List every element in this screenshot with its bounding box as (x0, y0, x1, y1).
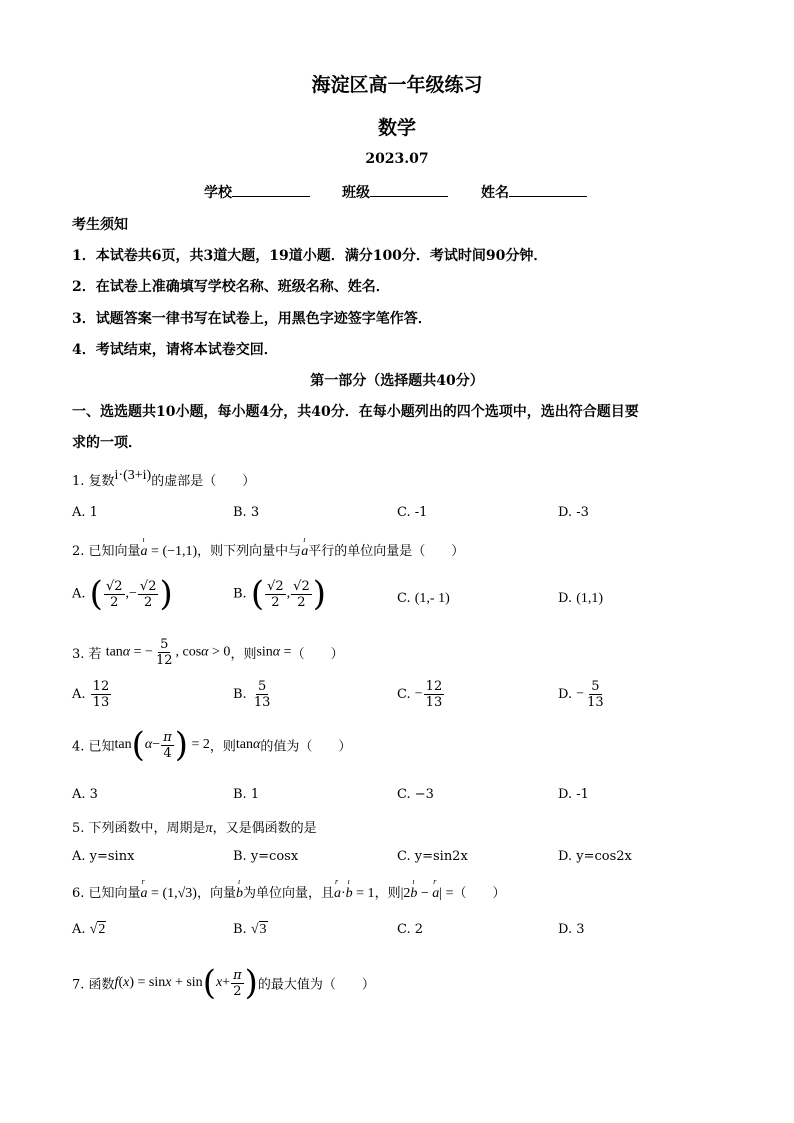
class-field[interactable] (342, 182, 448, 202)
class-blank (370, 182, 448, 197)
name-field[interactable] (481, 182, 587, 202)
q2-option-b[interactable]: B. ( $\frac{√2}{2}$ , $\frac{√2}{2}$ ) (233, 574, 326, 614)
q6-option-c[interactable]: C. 2 (397, 922, 424, 937)
notice-item-2: 2．在试卷上准确填写学校名称、班级名称、姓名． (72, 279, 390, 295)
q6-option-a[interactable]: A. √2 (72, 922, 106, 937)
q3-option-d[interactable]: D. − $\frac{5}{13}$ (558, 679, 604, 710)
notice-item-4: 4．考试结束，请将本试卷交回． (72, 342, 278, 358)
question-6: 6. 已知向量r a = (1,√3)，向量ı b为单位向量，且r a·ı b = 1，则|2ı b − r a| =（ ） (72, 882, 506, 902)
class-label: 班级 (342, 185, 370, 201)
q6-option-b[interactable]: B. √3 (233, 922, 267, 937)
school-blank (232, 182, 310, 197)
q1-option-d[interactable]: D. -3 (558, 505, 589, 520)
notice-item-1: 1．本试卷共6页，共3道大题，19道小题．满分100分．考试时间90分钟． (72, 248, 548, 264)
q5-option-b[interactable]: B. y=cosx (233, 849, 299, 864)
q4-option-d[interactable]: D. -1 (558, 787, 589, 802)
subject-title: 数学 (377, 117, 416, 139)
q2-option-a[interactable]: A. ( $\frac{√2}{2}$ ,− $\frac{√2}{2}$ ) (72, 574, 173, 614)
part1-instruction-2: 求的一项． (72, 435, 142, 451)
exam-date: 2023.07 (365, 151, 429, 167)
q3-option-c[interactable]: C. − $\frac{12}{13}$ (397, 679, 443, 710)
q1-option-a[interactable]: A. 1 (72, 505, 98, 520)
q4-option-a[interactable]: A. 3 (72, 787, 98, 802)
q3-option-a[interactable]: A. $\frac{12}{13}$ (72, 679, 110, 710)
q2-option-c[interactable]: C. (1,- 1) (397, 591, 450, 606)
notice-heading: 考生须知 (72, 217, 128, 233)
question-5: 5. 下列函数中，周期是π，又是偶函数的是 (72, 821, 317, 836)
question-2: 2. 已知向量ı a = (−1,1)，则下列向量中与ı a平行的单位向量是（ ） (72, 540, 464, 560)
part1-instruction-1: 一、选选题共10小题，每小题4分，共40分．在每小题列出的四个选项中，选出符合题目要 (72, 404, 639, 420)
q6-option-d[interactable]: D. 3 (558, 922, 585, 937)
q5-option-d[interactable]: D. y=cos2x (558, 849, 632, 864)
q4-option-b[interactable]: B. 1 (233, 787, 260, 802)
q2-option-d[interactable]: D. (1,1) (558, 591, 604, 606)
school-field[interactable] (204, 182, 310, 202)
exam-title: 海淀区高一年级练习 (311, 74, 483, 96)
question-4: 4. 已知tan(α− $\frac{\pi}{4}$ ) = 2，则tanα的值为（ ） (72, 725, 352, 765)
school-label: 学校 (204, 185, 232, 201)
notice-item-3: 3．试题答案一律书写在试卷上，用黑色字迹签字笔作答． (72, 311, 432, 327)
question-7: 7. 函数f(x) = sinx + sin(x+ $\frac{\pi}{2}$ )的最大值为（ ） (72, 963, 375, 1003)
question-1: 1. 复数i·(3+i)的虚部是（ ） (72, 468, 256, 489)
q1-option-c[interactable]: C. -1 (397, 505, 428, 520)
q1-option-b[interactable]: B. 3 (233, 505, 260, 520)
q3-option-b[interactable]: B. $\frac{5}{13}$ (233, 679, 271, 710)
part1-heading: 第一部分（选择题共40分） (310, 373, 484, 389)
q5-option-a[interactable]: A. y=sinx (72, 849, 135, 864)
name-label: 姓名 (481, 185, 509, 201)
question-3: 3. 若 tanα = − $\frac{5}{12}$ , cosα > 0，则sinα =（ ） (72, 637, 344, 668)
q4-option-c[interactable]: C. −3 (397, 787, 434, 802)
name-blank (509, 182, 587, 197)
q5-option-c[interactable]: C. y=sin2x (397, 849, 468, 864)
